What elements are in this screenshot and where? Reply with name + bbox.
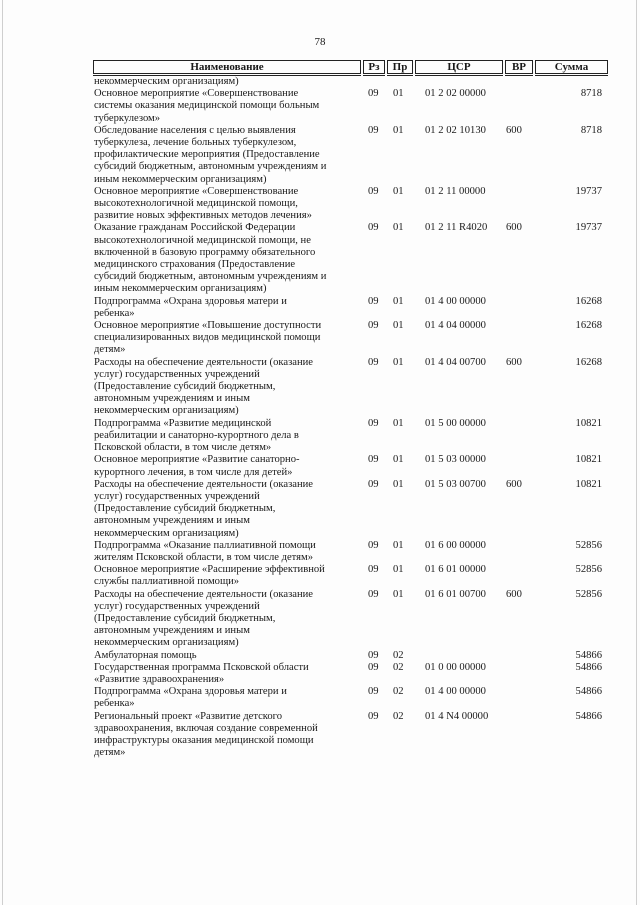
row-pr: 02: [393, 710, 404, 722]
row-csr: 01 0 00 00000: [425, 661, 486, 673]
row-name-line: (Предоставление субсидий бюджетным,: [94, 612, 276, 624]
row-sum: 54866: [575, 649, 602, 661]
row-name: [94, 88, 362, 125]
row-csr: 01 4 00 00000: [425, 686, 486, 698]
row-name-line: Расходы на обеспечение деятельности (оказание: [94, 588, 313, 600]
row-sum: 16268: [575, 356, 602, 368]
row-sum: 16268: [575, 320, 602, 332]
row-name-line: услуг) государственных учреждений: [94, 600, 260, 612]
row-csr: 01 4 04 00700: [425, 356, 486, 368]
row-name-line: развитие новых эффективных методов лечения»: [94, 210, 312, 222]
page-number: 78: [314, 36, 326, 48]
row-name-line: включенной в базовую программу обязательного: [94, 246, 316, 258]
row-sum: 54866: [575, 686, 602, 698]
row-name-line: иным некоммерческим организациям): [94, 283, 267, 295]
row-sum: 19737: [575, 185, 602, 197]
row-name: [94, 186, 362, 223]
row-name-line: Региональный проект «Развитие детского: [94, 710, 283, 722]
row-pr: 01: [393, 417, 404, 429]
row-rz: 09: [368, 454, 379, 466]
row-name-line: жителям Псковской области, в том числе детям»: [94, 551, 314, 563]
row-name-line: туберкулезом»: [94, 112, 161, 124]
row-name: [94, 76, 362, 88]
row-name: [94, 686, 362, 710]
row-name: [94, 650, 362, 662]
row-name-line: автономным учреждениям и иным: [94, 625, 250, 637]
row-vr: 600: [506, 478, 522, 490]
row-sum: 16268: [575, 295, 602, 307]
row-name-line: детям»: [94, 747, 126, 759]
row-rz: 09: [368, 222, 379, 234]
row-name-line: ребенка»: [94, 307, 135, 319]
row-sum: 8718: [580, 88, 602, 100]
row-name: [94, 418, 362, 455]
header-csr: ЦСР: [415, 60, 503, 74]
row-name-line: автономным учреждениям и иным: [94, 393, 250, 405]
row-rz: 09: [368, 539, 379, 551]
row-rz: 09: [368, 124, 379, 136]
row-sum: 10821: [575, 454, 602, 466]
table-row: [0, 320, 640, 357]
row-rz: 09: [368, 686, 379, 698]
row-name-line: детям»: [94, 344, 126, 356]
row-rz: 09: [368, 649, 379, 661]
row-vr: 600: [506, 222, 522, 234]
row-rz: 09: [368, 185, 379, 197]
row-vr: 600: [506, 124, 522, 136]
row-name-line: услуг) государственных учреждений: [94, 368, 260, 380]
row-csr: 01 2 02 00000: [425, 88, 486, 100]
row-name-line: Расходы на обеспечение деятельности (оказание: [94, 356, 313, 368]
row-sum: 52856: [575, 539, 602, 551]
row-sum: 10821: [575, 417, 602, 429]
row-pr: 02: [393, 661, 404, 673]
table-row: [0, 479, 640, 540]
row-csr: 01 6 01 00000: [425, 564, 486, 576]
table-row: [0, 418, 640, 455]
row-csr: 01 2 11 R4020: [425, 222, 488, 234]
header-name: Наименование: [93, 60, 361, 74]
row-name-line: Расходы на обеспечение деятельности (оказание: [94, 478, 313, 490]
row-pr: 01: [393, 564, 404, 576]
table-row: [0, 125, 640, 186]
row-pr: 01: [393, 478, 404, 490]
row-sum: 54866: [575, 710, 602, 722]
table-row: [0, 564, 640, 588]
row-name-line: некоммерческим организациям): [94, 527, 239, 539]
row-name-line: службы паллиативной помощи»: [94, 576, 240, 588]
row-name-line: специализированных видов медицинской помощи: [94, 332, 321, 344]
row-sum: 52856: [575, 564, 602, 576]
row-pr: 02: [393, 686, 404, 698]
row-pr: 01: [393, 222, 404, 234]
table-row: [0, 186, 640, 223]
row-name-line: Псковской области, в том числе детям»: [94, 442, 272, 454]
row-name-line: Основное мероприятие «Повышение доступности: [94, 320, 322, 332]
header-pr: Пр: [387, 60, 413, 74]
budget-table-body: [0, 76, 640, 759]
row-pr: 01: [393, 295, 404, 307]
row-name-line: Обследование населения с целью выявления: [94, 124, 296, 136]
row-pr: 01: [393, 588, 404, 600]
row-sum: 8718: [580, 124, 602, 136]
row-csr: 01 2 11 00000: [425, 185, 486, 197]
row-csr: 01 6 01 00700: [425, 588, 486, 600]
row-name-line: туберкулеза, лечение больных туберкулезом,: [94, 137, 297, 149]
row-name-line: Подпрограмма «Оказание паллиативной помощи: [94, 539, 316, 551]
row-name-line: Амбулаторная помощь: [94, 649, 197, 661]
row-rz: 09: [368, 661, 379, 673]
row-name: [94, 540, 362, 564]
row-csr: 01 4 N4 00000: [425, 710, 489, 722]
row-csr: 01 2 02 10130: [425, 124, 486, 136]
table-row: [0, 686, 640, 710]
table-row: [0, 540, 640, 564]
row-pr: 01: [393, 539, 404, 551]
row-pr: 01: [393, 185, 404, 197]
row-rz: 09: [368, 710, 379, 722]
row-name-line: некоммерческим организациям): [94, 405, 239, 417]
row-name-line: некоммерческим организациям): [94, 637, 239, 649]
row-name-line: высокотехнологичной медицинской помощи, не: [94, 234, 311, 246]
row-name-line: (Предоставление субсидий бюджетным,: [94, 503, 276, 515]
table-row: [0, 296, 640, 320]
table-row: [0, 589, 640, 650]
row-name-line: (Предоставление субсидий бюджетным,: [94, 381, 276, 393]
table-row: [0, 454, 640, 478]
header-rz: Рз: [363, 60, 385, 74]
row-vr: 600: [506, 356, 522, 368]
table-row: [0, 662, 640, 686]
header-sum: Сумма: [535, 60, 608, 74]
row-name-line: Основное мероприятие «Развитие санаторно-: [94, 454, 300, 466]
row-rz: 09: [368, 88, 379, 100]
table-row: [0, 357, 640, 418]
row-name-line: медицинского страхования (Предоставление: [94, 259, 296, 271]
row-csr: 01 5 03 00700: [425, 478, 486, 490]
row-rz: 09: [368, 564, 379, 576]
row-rz: 09: [368, 478, 379, 490]
row-rz: 09: [368, 588, 379, 600]
row-name-line: Подпрограмма «Развитие медицинской: [94, 417, 272, 429]
row-name: [94, 479, 362, 540]
row-name-line: Основное мероприятие «Расширение эффективной: [94, 564, 325, 576]
row-name: [94, 125, 362, 186]
row-name-line: здравоохранения, включая создание современной: [94, 722, 318, 734]
row-name-line: курортного лечения, в том числе для детей»: [94, 466, 293, 478]
row-name: [94, 662, 362, 686]
row-name: [94, 222, 362, 295]
row-name: [94, 454, 362, 478]
table-row: [0, 650, 640, 662]
row-rz: 09: [368, 417, 379, 429]
row-name: [94, 589, 362, 650]
row-name-line: иным некоммерческим организациям): [94, 173, 267, 185]
row-name-line: реабилитации и санаторно-курортного дела в: [94, 429, 299, 441]
row-sum: 54866: [575, 661, 602, 673]
row-name-line: Подпрограмма «Охрана здоровья матери и: [94, 295, 287, 307]
row-name-line: субсидий бюджетным, автономным учреждениям и: [94, 161, 327, 173]
table-row: [0, 711, 640, 760]
table-row: [0, 88, 640, 125]
row-name: [94, 711, 362, 760]
row-rz: 09: [368, 356, 379, 368]
row-rz: 09: [368, 320, 379, 332]
row-name-line: «Развитие здравоохранения»: [94, 673, 225, 685]
row-name-line: субсидий бюджетным, автономным учреждениям и: [94, 271, 327, 283]
row-name-line: автономным учреждениям и иным: [94, 515, 250, 527]
row-name: [94, 564, 362, 588]
row-name: [94, 296, 362, 320]
row-sum: 19737: [575, 222, 602, 234]
row-pr: 01: [393, 320, 404, 332]
row-name: [94, 320, 362, 357]
row-vr: 600: [506, 588, 522, 600]
row-pr: 01: [393, 356, 404, 368]
row-name-line: некоммерческим организациям): [94, 76, 239, 87]
row-pr: 01: [393, 88, 404, 100]
row-name-line: ребенка»: [94, 698, 135, 710]
row-pr: 01: [393, 124, 404, 136]
row-name-line: Основное мероприятие «Совершенствование: [94, 185, 299, 197]
row-rz: 09: [368, 295, 379, 307]
row-sum: 52856: [575, 588, 602, 600]
row-name-line: Подпрограмма «Охрана здоровья матери и: [94, 686, 287, 698]
row-name-line: Основное мероприятие «Совершенствование: [94, 88, 299, 100]
row-name-line: Оказание гражданам Российской Федерации: [94, 222, 296, 234]
table-row: [0, 222, 640, 295]
row-pr: 02: [393, 649, 404, 661]
row-name-line: профилактические мероприятия (Предоставление: [94, 149, 320, 161]
row-sum: 10821: [575, 478, 602, 490]
row-pr: 01: [393, 454, 404, 466]
row-name-line: Государственная программа Псковской области: [94, 661, 309, 673]
header-vr: ВР: [505, 60, 533, 74]
table-row: [0, 76, 640, 88]
row-name-line: инфраструктуры оказания медицинской помощи: [94, 734, 314, 746]
row-name-line: системы оказания медицинской помощи больным: [94, 100, 320, 112]
row-csr: 01 5 03 00000: [425, 454, 486, 466]
row-csr: 01 4 04 00000: [425, 320, 486, 332]
row-csr: 01 4 00 00000: [425, 295, 486, 307]
row-name-line: услуг) государственных учреждений: [94, 490, 260, 502]
row-name: [94, 357, 362, 418]
row-csr: 01 5 00 00000: [425, 417, 486, 429]
row-csr: 01 6 00 00000: [425, 539, 486, 551]
row-name-line: высокотехнологичной медицинской помощи,: [94, 198, 298, 210]
